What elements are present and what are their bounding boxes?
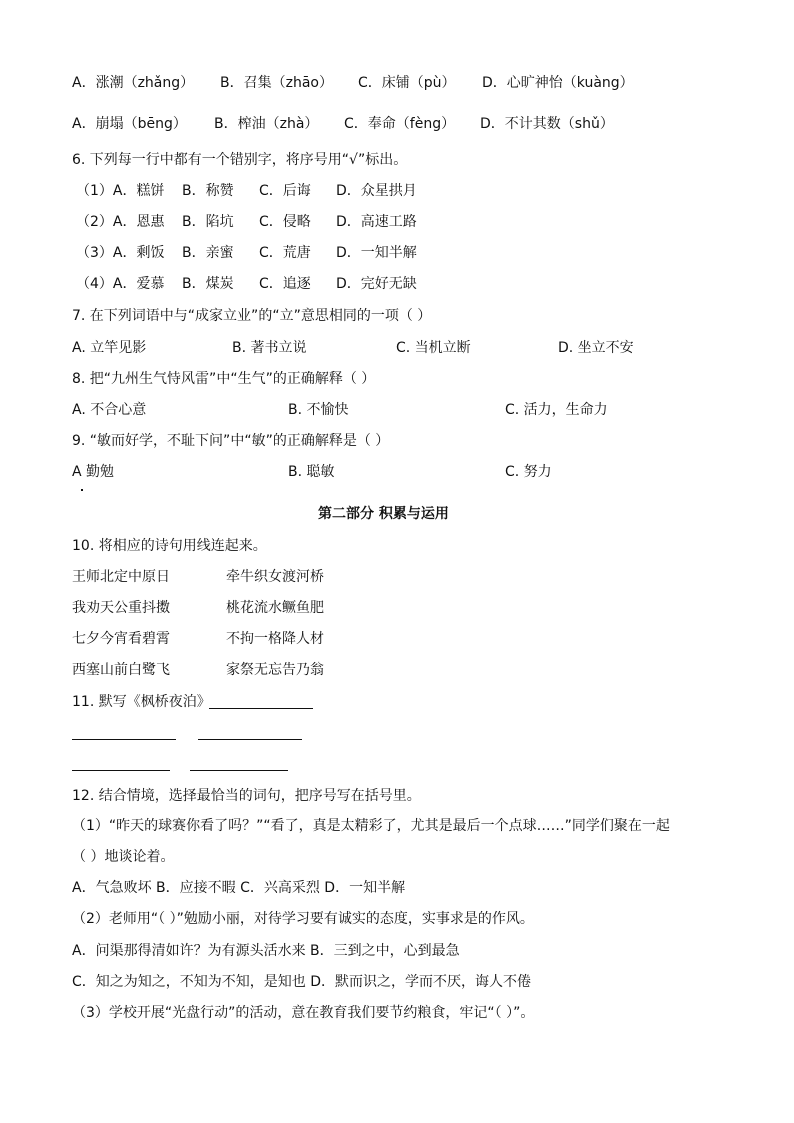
- q6-row3-option-a: （3）A．剩饭: [76, 245, 165, 261]
- q10-right-line-1: 牵牛织女渡河桥: [226, 569, 324, 585]
- q6-row4-option-a: （4）A．爱慕: [76, 276, 165, 292]
- q12-part1-line2: （ ）地谈论着。: [72, 849, 175, 865]
- q6-row4-option-c: C．追逐: [259, 276, 311, 292]
- q8-option-b: B. 不愉快: [288, 402, 349, 418]
- q9-stem: 9. “敏而好学，不耻下问”中“敏”的正确解释是（ ）: [72, 433, 390, 449]
- q12-stem: 12. 结合情境，选择最恰当的词句，把序号写在括号里。: [72, 788, 421, 804]
- q10-right-line-2: 桃花流水鳜鱼肥: [226, 600, 324, 616]
- q6-row2-option-c: C．侵略: [259, 214, 311, 230]
- q10-left-line-1: 王师北定中原日: [72, 569, 170, 585]
- q6-row4-option-d: D．完好无缺: [336, 276, 417, 292]
- q10-stem: 10. 将相应的诗句用线连起来。: [72, 538, 267, 554]
- q6-row3-option-d: D．一知半解: [336, 245, 417, 261]
- q7-option-d: D. 坐立不安: [558, 340, 634, 356]
- q8-option-c: C. 活力，生命力: [505, 402, 608, 418]
- q6-row3-option-b: B．亲蜜: [182, 245, 234, 261]
- q6-row2-option-a: （2）A．恩惠: [76, 214, 165, 230]
- q6-row1-option-a: （1）A．糕饼: [76, 183, 165, 199]
- q6-row3-option-c: C．荒唐: [259, 245, 311, 261]
- q11-stem: 11. 默写《枫桥夜泊》: [72, 694, 211, 710]
- q6-row1-option-b: B．称赞: [182, 183, 234, 199]
- q6-row4-option-b: B．煤炭: [182, 276, 234, 292]
- q8-option-a: A. 不合心意: [72, 402, 147, 418]
- q11-title-answer-line[interactable]: [209, 708, 313, 709]
- q7-option-b: B. 著书立说: [232, 340, 307, 356]
- q7-option-a: A. 立竿见影: [72, 340, 147, 356]
- q5-row2-option-d: D．不计其数（shǔ）: [480, 116, 614, 132]
- q6-row1-option-d: D．众星拱月: [336, 183, 417, 199]
- stray-dot: [81, 489, 83, 491]
- q9-option-c: C. 努力: [505, 464, 552, 480]
- q7-stem: 7. 在下列词语中与“成家立业”的“立”意思相同的一项（ ）: [72, 308, 432, 324]
- q5-row2-option-c: C．奉命（fèng）: [344, 116, 456, 132]
- q12-part2-options-cd: C．知之为知之，不知为不知，是知也 D．默而识之，学而不厌，诲人不倦: [72, 974, 532, 990]
- q9-option-b: B. 聪敏: [288, 464, 335, 480]
- q11-answer-line-4[interactable]: [190, 770, 288, 771]
- q8-stem: 8. 把“九州生气恃风雷”中“生气”的正确解释（ ）: [72, 371, 376, 387]
- q5-row1-option-d: D．心旷神怡（kuàng）: [482, 75, 634, 91]
- q11-answer-line-1[interactable]: [72, 739, 176, 740]
- q10-right-line-4: 家祭无忘告乃翁: [226, 662, 324, 678]
- q6-stem: 6. 下列每一行中都有一个错别字，将序号用“√”标出。: [72, 152, 408, 168]
- q5-row1-option-a: A．涨潮（zhǎng）: [72, 75, 195, 91]
- q10-left-line-4: 西塞山前白鹭飞: [72, 662, 170, 678]
- q6-row2-option-b: B．陷坑: [182, 214, 234, 230]
- q11-answer-line-2[interactable]: [198, 739, 302, 740]
- q5-row2-option-b: B．榨油（zhà）: [214, 116, 319, 132]
- q5-row2-option-a: A．崩塌（bēng）: [72, 116, 187, 132]
- q10-right-line-3: 不拘一格降人材: [226, 631, 324, 647]
- q12-part2-options-ab: A．问渠那得清如许？为有源头活水来 B．三到之中，心到最急: [72, 943, 460, 959]
- q5-row1-option-b: B．召集（zhāo）: [220, 75, 333, 91]
- q10-left-line-3: 七夕今宵看碧霄: [72, 631, 170, 647]
- q12-part2-stem: （2）老师用“（ ）”勉励小丽，对待学习要有诚实的态度，实事求是的作风。: [72, 911, 534, 927]
- q12-part1-line1: （1）“昨天的球赛你看了吗？”“看了，真是太精彩了，尤其是最后一个点球……”同学们聚在一起: [72, 818, 670, 834]
- q9-option-a: A 勤勉: [72, 464, 115, 480]
- q12-part1-options: A．气急败坏 B．应接不暇 C．兴高采烈 D．一知半解: [72, 880, 406, 896]
- q10-left-line-2: 我劝天公重抖擞: [72, 600, 170, 616]
- q12-part3-stem: （3）学校开展“光盘行动”的活动，意在教育我们要节约粮食，牢记“（ ）”。: [72, 1005, 535, 1021]
- q6-row1-option-c: C．后诲: [259, 183, 311, 199]
- q11-answer-line-3[interactable]: [72, 770, 170, 771]
- q7-option-c: C. 当机立断: [396, 340, 471, 356]
- q6-row2-option-d: D．高速工路: [336, 214, 417, 230]
- q5-row1-option-c: C．床铺（pù）: [358, 75, 456, 91]
- section-2-title: 第二部分 积累与运用: [318, 506, 449, 522]
